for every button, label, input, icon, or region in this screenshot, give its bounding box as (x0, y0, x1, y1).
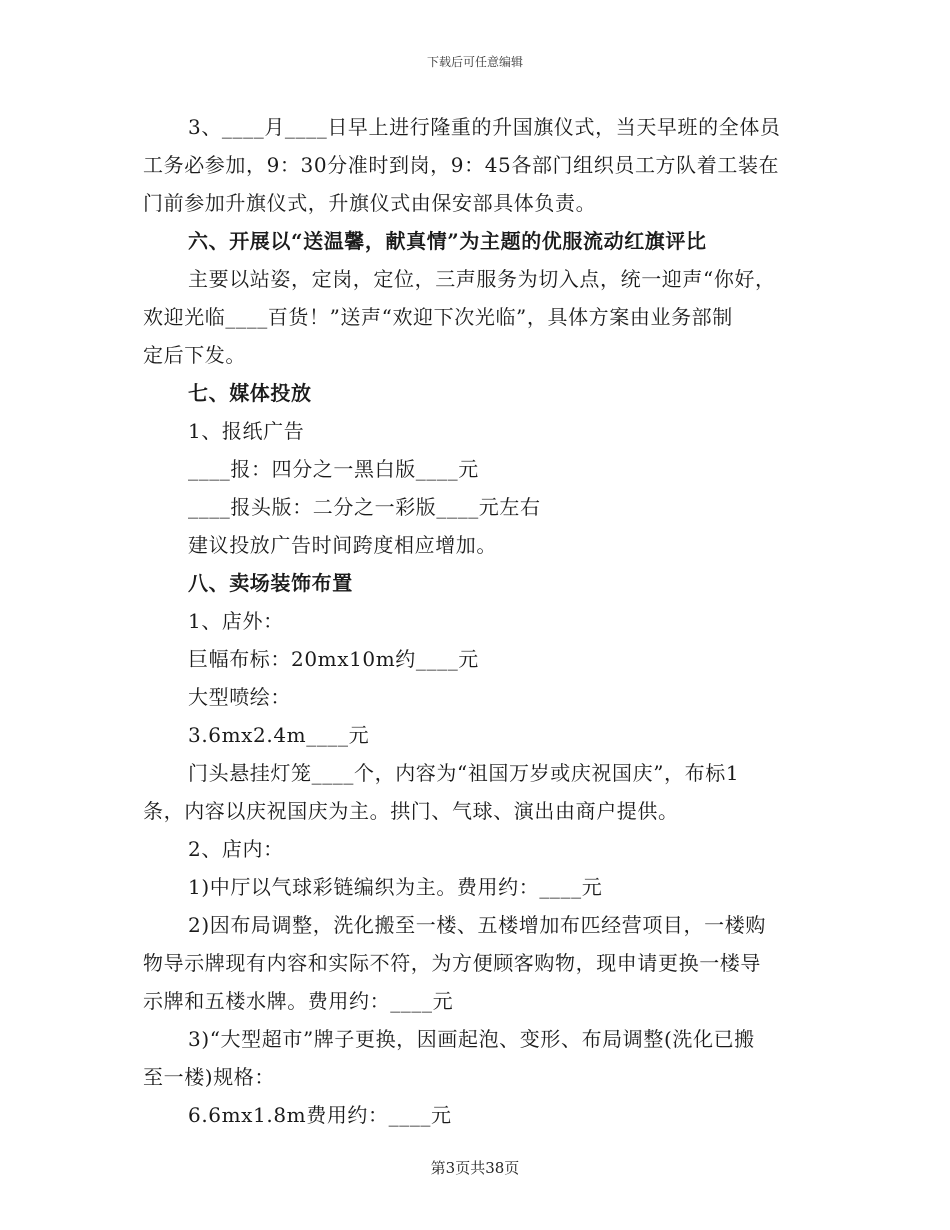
text-line: 2)因布局调整，洗化搬至一楼、五楼增加布匹经营项目，一楼购 (188, 913, 766, 937)
section-heading: 七、媒体投放 (188, 381, 312, 405)
text-line: 欢迎光临____百货！”送声“欢迎下次光临”，具体方案由业务部制 (143, 305, 733, 329)
document-body (143, 108, 808, 1134)
text-line: 建议投放广告时间跨度相应增加。 (188, 533, 497, 557)
text-line: 6.6mx1.8m费用约：____元 (188, 1103, 452, 1127)
section-heading: 六、开展以“送温馨，献真情”为主题的优服流动红旗评比 (188, 229, 707, 253)
text-line: 条，内容以庆祝国庆为主。拱门、气球、演出由商户提供。 (143, 799, 679, 823)
text-line: 3)“大型超市”牌子更换，因画起泡、变形、布局调整(洗化已搬 (188, 1027, 755, 1051)
text-line: 物导示牌现有内容和实际不符，为方便顾客购物，现申请更换一楼导 (143, 951, 761, 975)
text-line: 大型喷绘： (188, 685, 291, 709)
text-line: 示牌和五楼水牌。费用约：____元 (143, 989, 454, 1013)
page-footer: 第3页共38页 (430, 1159, 520, 1177)
text-line: 工务必参加，9：30分准时到岗，9：45各部门组织员工方队着工装在 (143, 153, 780, 177)
text-line: 门前参加升旗仪式，升旗仪式由保安部具体负责。 (143, 191, 597, 215)
text-line: 3、____月____日早上进行隆重的升国旗仪式，当天早班的全体员 (188, 115, 781, 139)
text-line: 1、报纸广告 (188, 419, 305, 443)
text-line: 至一楼)规格： (143, 1065, 276, 1089)
text-line: ____报头版：二分之一彩版____元左右 (188, 495, 541, 519)
text-line: 3.6mx2.4m____元 (188, 723, 370, 747)
section-heading: 八、卖场装饰布置 (188, 571, 353, 595)
text-line: 1)中厅以气球彩链编织为主。费用约：____元 (188, 875, 603, 899)
text-line: 2、店内： (188, 837, 284, 861)
text-line: 门头悬挂灯笼____个，内容为“祖国万岁或庆祝国庆”，布标1 (188, 761, 740, 785)
text-line: 定后下发。 (143, 343, 246, 367)
text-line: ____报：四分之一黑白版____元 (188, 457, 479, 481)
text-line: 巨幅布标：20mx10m约____元 (188, 647, 479, 671)
text-line: 1、店外： (188, 609, 284, 633)
page-header: 下载后可任意编辑 (426, 55, 523, 69)
text-line: 主要以站姿，定岗，定位，三声服务为切入点，统一迎声“你好， (188, 267, 776, 291)
